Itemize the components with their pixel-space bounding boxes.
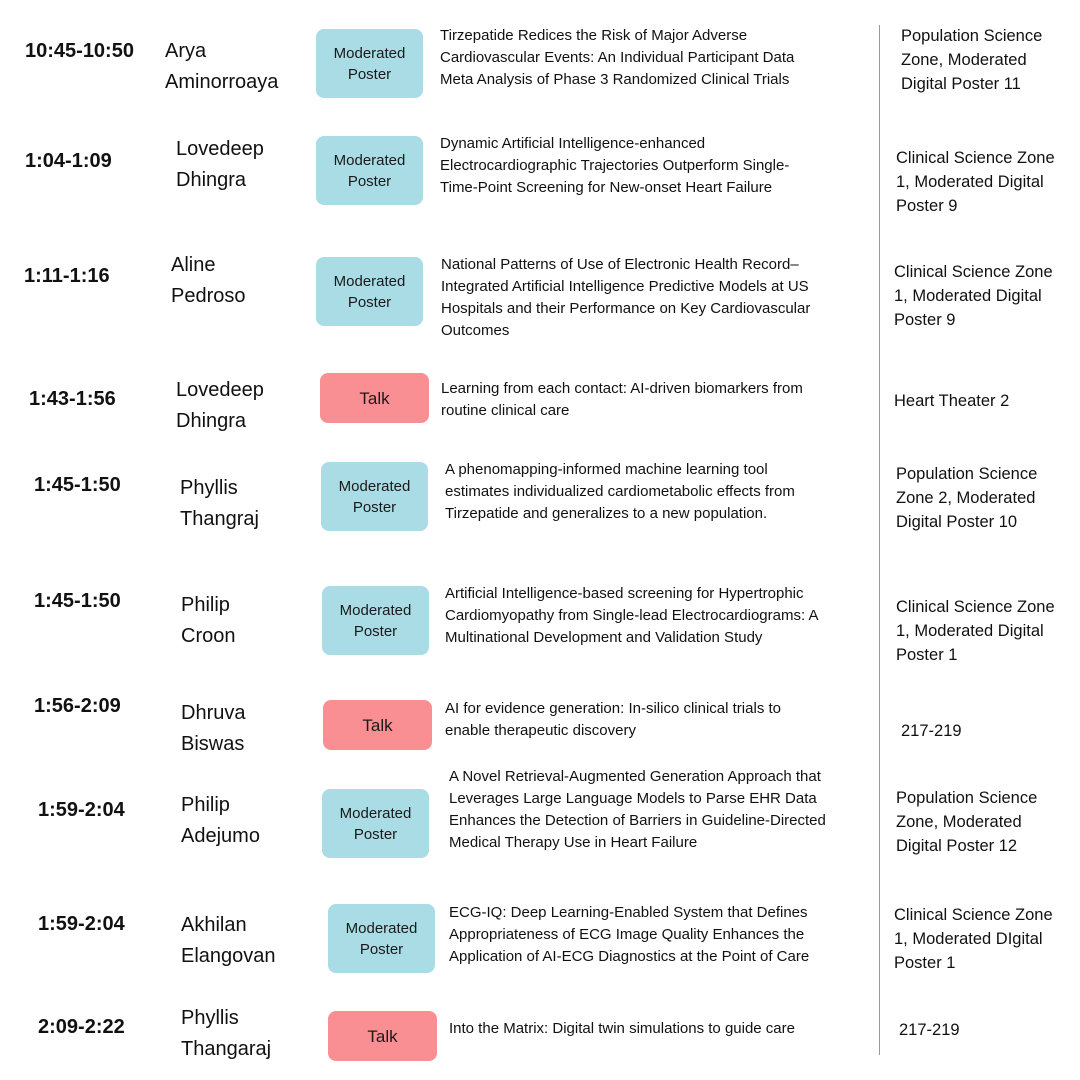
speaker-name [176, 134, 264, 196]
speaker-first-name: Phyllis [180, 477, 238, 499]
session-location: Clinical Science Zone 1, Moderated DIgital Poster 1 [894, 906, 1053, 972]
session-location: Population Science Zone, Moderated Digital Poster 12 [896, 789, 1038, 855]
speaker-name [181, 698, 245, 760]
session-title: Learning from each contact: AI-driven biomarkers from routine clinical care [441, 380, 803, 419]
session-title: A phenomapping-informed machine learning tool estimates individualized cardiometabolic effects from Tirzepatide and generalizes to a new population. [445, 461, 795, 522]
speaker-name [181, 590, 235, 652]
speaker-last-name: Croon [181, 625, 236, 647]
session-type-label: Moderated Poster [333, 272, 406, 311]
session-title: ECG-IQ: Deep Learning-Enabled System that Defines Appropriateness of ECG Image Quality Enhances the Application of AI-ECG Diagnostics at the Point of Care [449, 904, 810, 965]
session-type-label: Moderated Poster [345, 919, 418, 958]
speaker-first-name: Philip [181, 594, 230, 616]
speaker-last-name: Dhingra [176, 410, 247, 432]
session-location: Clinical Science Zone 1, Moderated Digital Poster 1 [896, 598, 1055, 664]
speaker-first-name: Arya [165, 40, 207, 62]
speaker-first-name: Aline [171, 254, 216, 276]
session-type-label: Talk [367, 1026, 398, 1046]
speaker-last-name: Adejumo [181, 825, 260, 847]
session-title: Dynamic Artificial Intelligence-enhanced Electrocardiographic Trajectories Outperform Single-Time-Point Screening for New-onset Heart Failure [440, 135, 790, 196]
session-time: 10:45-10:50 [25, 40, 134, 62]
column-divider [879, 25, 880, 1055]
speaker-last-name: Biswas [181, 733, 245, 755]
speaker-name [180, 473, 259, 535]
session-time: 1:11-1:16 [24, 265, 110, 287]
session-type-label: Moderated Poster [333, 44, 406, 83]
session-title: A Novel Retrieval-Augmented Generation Approach that Leverages Large Language Models to Parse EHR Data Enhances the Detection of Barriers in Guideline-Directed Medical Therapy Use in Heart Failure [449, 768, 826, 851]
speaker-first-name: Akhilan [181, 914, 247, 936]
session-type-badge [322, 789, 429, 858]
session-type-badge [322, 586, 429, 655]
session-time: 1:45-1:50 [34, 474, 121, 496]
speaker-name [181, 910, 276, 972]
speaker-first-name: Philip [181, 794, 230, 816]
speaker-name [181, 1003, 271, 1065]
session-time: 1:56-2:09 [34, 695, 121, 717]
speaker-name [165, 36, 278, 98]
session-type-badge [316, 257, 423, 326]
speaker-name [176, 375, 264, 437]
session-type-badge [321, 462, 428, 531]
speaker-first-name: Lovedeep [176, 138, 264, 160]
session-location: 217-219 [901, 722, 962, 740]
session-type-badge [320, 373, 429, 423]
session-location: Clinical Science Zone 1, Moderated Digital Poster 9 [894, 263, 1053, 329]
session-type-label: Moderated Poster [338, 477, 411, 516]
speaker-first-name: Dhruva [181, 702, 246, 724]
session-type-badge [316, 29, 423, 98]
speaker-last-name: Pedroso [171, 285, 246, 307]
speaker-last-name: Thangaraj [181, 1038, 272, 1060]
speaker-first-name: Lovedeep [176, 379, 264, 401]
session-type-label: Moderated Poster [339, 804, 412, 843]
speaker-last-name: Elangovan [181, 945, 276, 967]
speaker-last-name: Dhingra [176, 169, 247, 191]
session-type-badge [328, 1011, 437, 1061]
session-title: National Patterns of Use of Electronic Health Record–Integrated Artificial Intelligence Predictive Models at US Hospitals and their Performance on Key Cardiovascular Outcomes [441, 256, 811, 339]
session-title: AI for evidence generation: In-silico clinical trials to enable therapeutic discovery [445, 700, 781, 739]
speaker-last-name: Aminorroaya [165, 71, 279, 93]
speaker-name [171, 250, 246, 312]
session-title: Artificial Intelligence-based screening for Hypertrophic Cardiomyopathy from Single-lead Electrocardiograms: A Multinational Development and Validation Study [445, 585, 818, 646]
session-location: Heart Theater 2 [894, 392, 1010, 410]
session-title: Into the Matrix: Digital twin simulations to guide care [449, 1020, 795, 1037]
session-type-label: Talk [362, 715, 393, 735]
session-time: 2:09-2:22 [38, 1016, 125, 1038]
session-type-label: Talk [359, 388, 390, 408]
session-time: 1:59-2:04 [38, 799, 125, 821]
session-type-label: Moderated Poster [339, 601, 412, 640]
session-time: 1:04-1:09 [25, 150, 112, 172]
session-time: 1:59-2:04 [38, 913, 125, 935]
session-time: 1:43-1:56 [29, 388, 116, 410]
session-location: Population Science Zone 2, Moderated Digital Poster 10 [896, 465, 1038, 531]
speaker-last-name: Thangraj [180, 508, 259, 530]
session-type-badge [328, 904, 435, 973]
session-title: Tirzepatide Redices the Risk of Major Adverse Cardiovascular Events: An Individual Participant Data Meta Analysis of Phase 3 Randomized Clinical Trials [440, 27, 795, 88]
session-time: 1:45-1:50 [34, 590, 121, 612]
session-location: 217-219 [899, 1021, 960, 1039]
session-type-badge [323, 700, 432, 750]
session-type-label: Moderated Poster [333, 151, 406, 190]
speaker-first-name: Phyllis [181, 1007, 239, 1029]
speaker-name [181, 790, 260, 852]
session-type-badge [316, 136, 423, 205]
session-location: Population Science Zone, Moderated Digital Poster 11 [901, 27, 1043, 93]
session-location: Clinical Science Zone 1, Moderated Digital Poster 9 [896, 149, 1055, 215]
